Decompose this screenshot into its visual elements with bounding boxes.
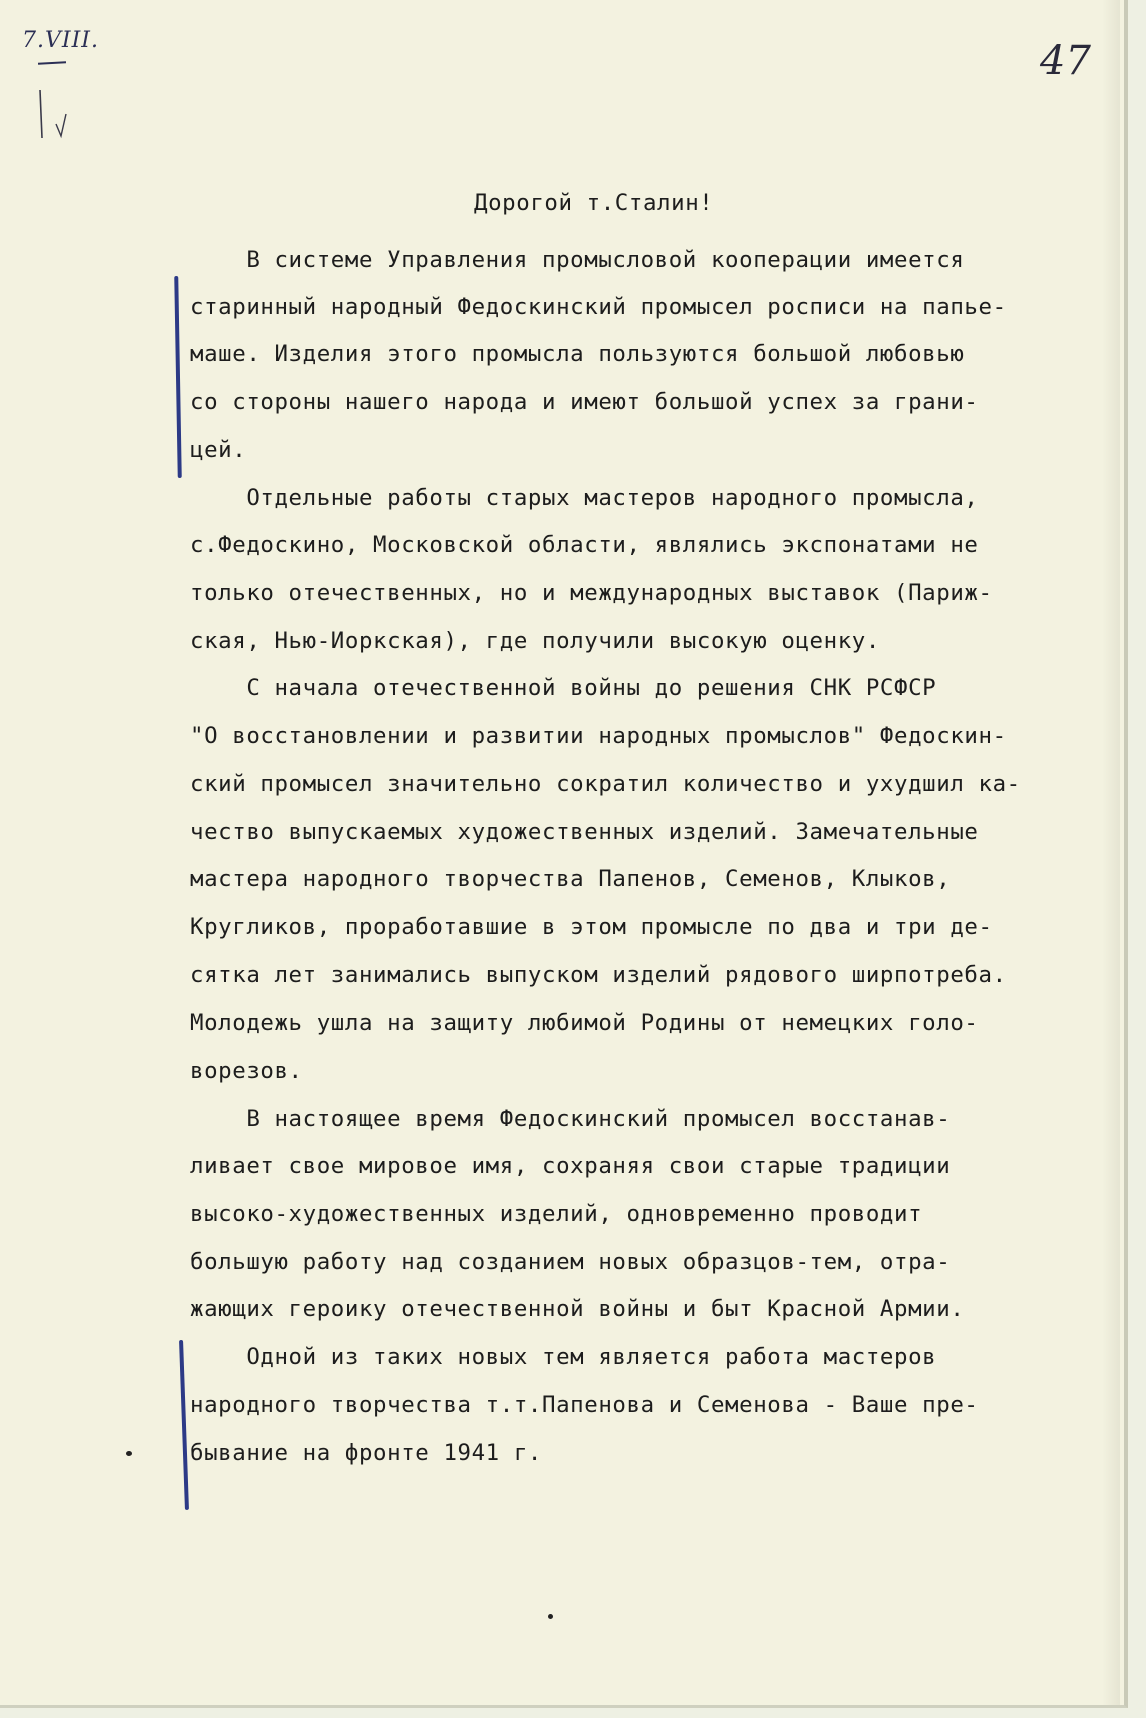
- page-number: 47: [1040, 38, 1091, 84]
- letter-line: Одной из таких новых тем является работа мастеров: [190, 1344, 937, 1370]
- letter-line: бывание на фронте 1941 г.: [190, 1440, 543, 1466]
- letter-line: большую работу над созданием новых образцов-тем, отра-: [190, 1249, 951, 1275]
- letter-line: сятка лет занимались выпуском изделий рядового ширпотреба.: [190, 962, 1007, 988]
- ink-speck: [548, 1614, 553, 1619]
- letter-line: со стороны нашего народа и имеют большой успех за грани-: [190, 389, 979, 415]
- margin-marker-line: [179, 1340, 189, 1510]
- letter-line: В настоящее время Федоскинский промысел восстанав-: [190, 1106, 951, 1132]
- handwritten-underline: [38, 61, 66, 64]
- margin-marker-line: [174, 276, 182, 478]
- page-edge-shadow: [1102, 0, 1120, 1705]
- letter-line: ливает свое мировое имя, сохраняя свои старые традиции: [190, 1153, 951, 1179]
- letter-line: чество выпускаемых художественных изделий. Замечательные: [190, 819, 979, 845]
- letter-line: ский промысел значительно сократил количество и ухудшил ка-: [190, 771, 1021, 797]
- letter-line: только отечественных, но и международных выставок (Париж-: [190, 580, 993, 606]
- letter-line: жающих героику отечественной войны и быт Красной Армии.: [190, 1296, 965, 1322]
- ink-speck: [126, 1451, 132, 1456]
- handwritten-date-note: 7.VIII.: [22, 28, 99, 53]
- letter-line: старинный народный Федоскинский промысел росписи на папье-: [190, 294, 1007, 320]
- letter-line: цей.: [190, 437, 247, 463]
- letter-line: Молодежь ушла на защиту любимой Родины от немецких голо-: [190, 1010, 979, 1036]
- letter-line: Отдельные работы старых мастеров народного промысла,: [190, 485, 979, 511]
- letter-line: Кругликов, проработавшие в этом промысле по два и три де-: [190, 914, 993, 940]
- letter-line: мастера народного творчества Папенов, Семенов, Клыков,: [190, 866, 951, 892]
- letter-line: С начала отечественной войны до решения СНК РСФСР: [190, 675, 937, 701]
- letter-line: ская, Нью-Иоркская), где получили высокую оценку.: [190, 628, 880, 654]
- letter-line: с.Федоскино, Московской области, являлись экспонатами не: [190, 532, 979, 558]
- letter-line: народного творчества т.т.Папенова и Семенова - Ваше пре-: [190, 1392, 979, 1418]
- letter-line: В системе Управления промысловой кооперации имеется: [190, 247, 965, 273]
- handwritten-check-mark: [36, 84, 76, 144]
- letter-line: ворезов.: [190, 1058, 303, 1084]
- salutation: Дорогой т.Сталин!: [474, 190, 714, 216]
- letter-line: "О восстановлении и развитии народных промыслов" Федоскин-: [190, 723, 1007, 749]
- letter-line: маше. Изделия этого промысла пользуются большой любовью: [190, 341, 965, 367]
- letter-line: высоко-художественных изделий, одновременно проводит: [190, 1201, 923, 1227]
